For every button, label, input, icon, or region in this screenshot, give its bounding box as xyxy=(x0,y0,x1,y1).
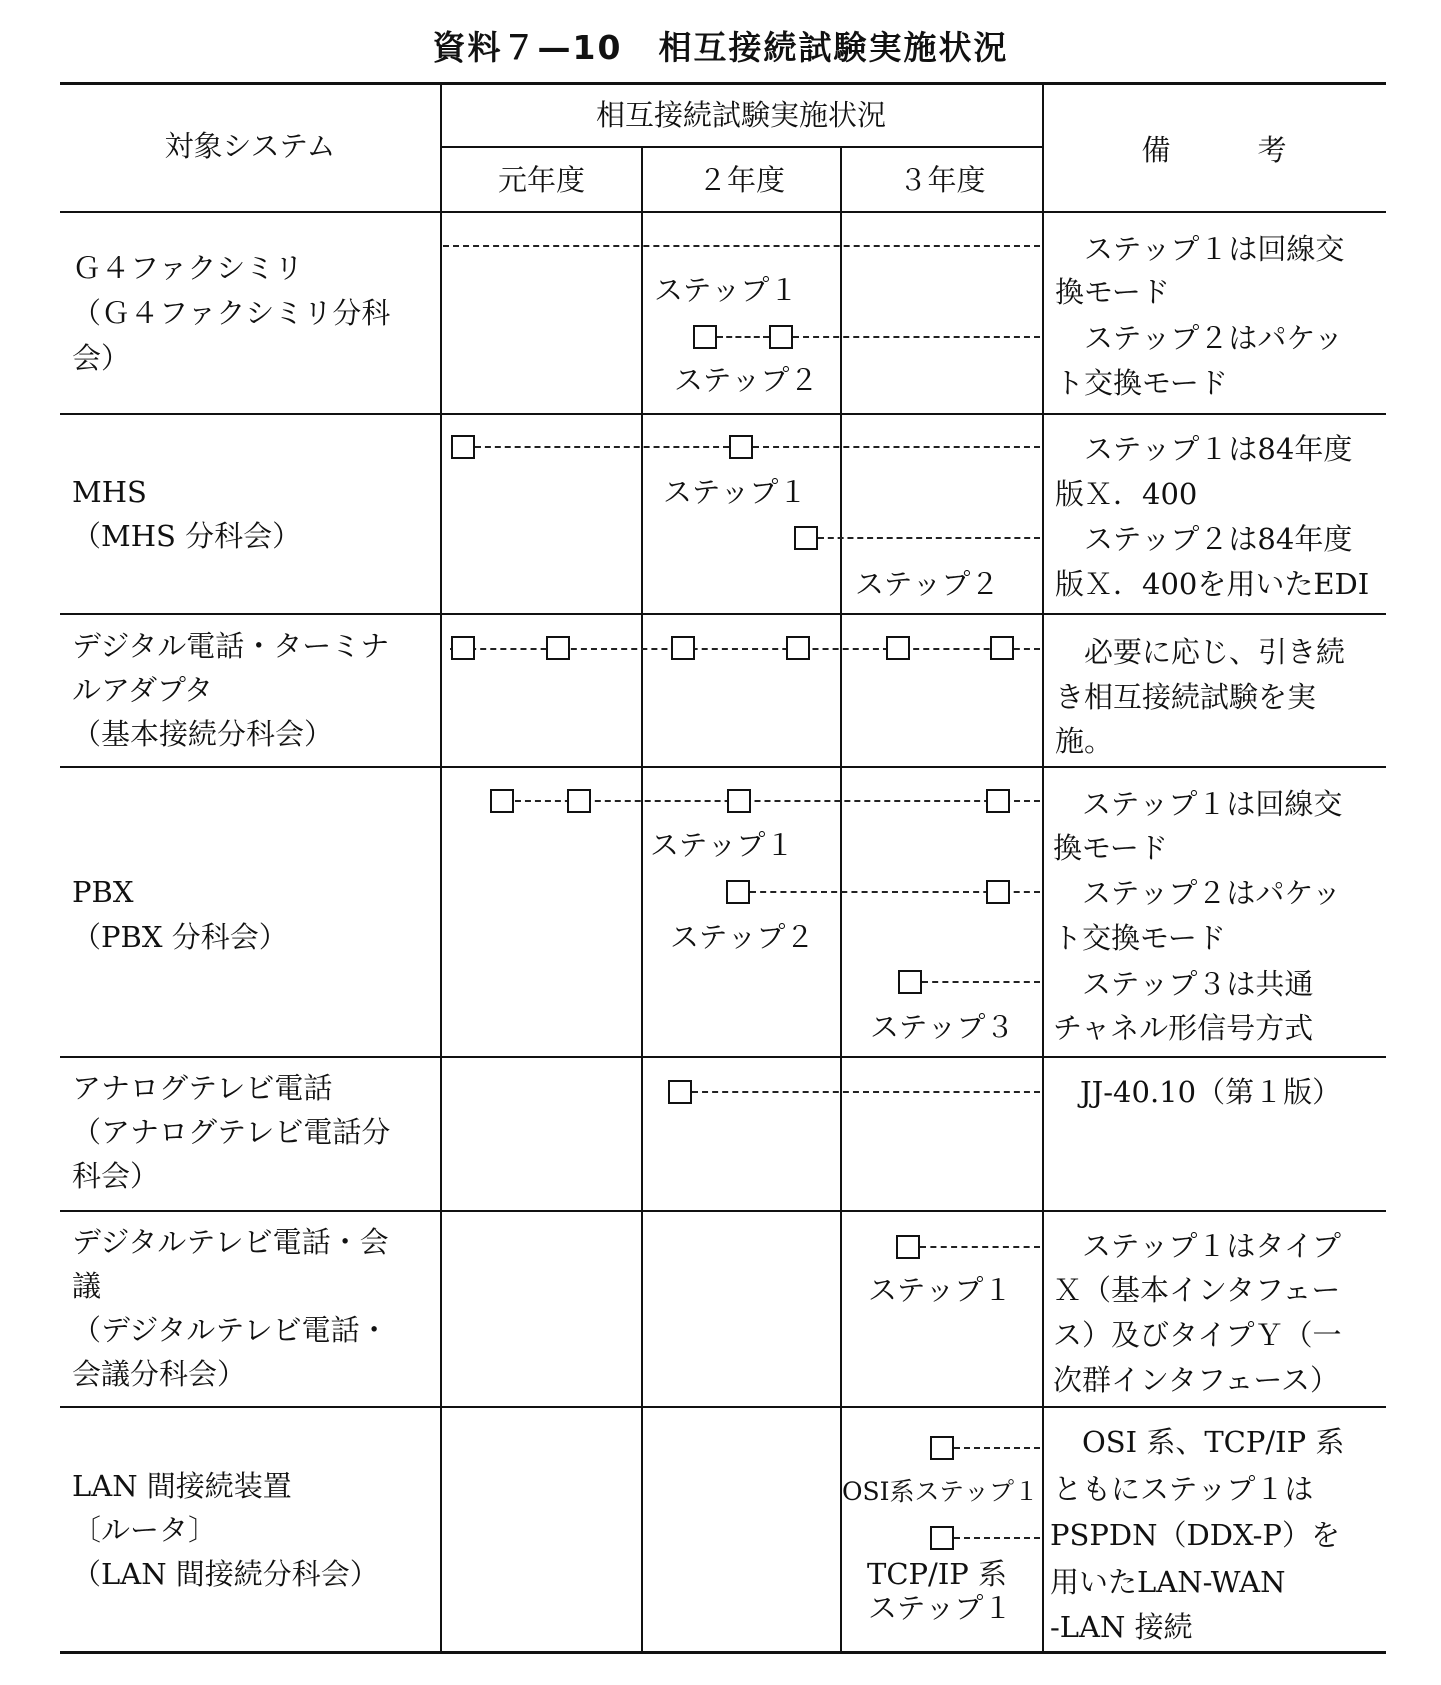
milestone-box xyxy=(986,880,1010,904)
system-line: （Ｇ４ファクシミリ分科 xyxy=(72,296,391,330)
milestone-box xyxy=(898,970,922,994)
milestone-box xyxy=(896,1235,920,1259)
remarks-line: 施。 xyxy=(1055,724,1114,758)
milestone-box xyxy=(693,325,717,349)
header-status: 相互接続試験実施状況 xyxy=(595,98,886,132)
remarks-line: PSPDN（DDX-P）を xyxy=(1050,1518,1340,1552)
step-label: ステップ１ xyxy=(650,828,795,862)
remarks-line: 次群インタフェース） xyxy=(1053,1363,1339,1397)
remarks-line: ともにステップ１は xyxy=(1053,1472,1314,1506)
col-rule-remarks xyxy=(1042,82,1044,1652)
milestone-box xyxy=(886,636,910,660)
system-line: （MHS 分科会） xyxy=(72,519,302,553)
milestone-box xyxy=(786,636,810,660)
row-rule xyxy=(60,613,1386,615)
milestone-box xyxy=(490,789,514,813)
remarks-line: ステップ１は回線交 xyxy=(1055,232,1345,266)
remarks-line: ト交換モード xyxy=(1053,921,1226,955)
system-line: LAN 間接続装置 xyxy=(72,1469,292,1503)
header-system: 対象システム xyxy=(164,129,336,163)
remarks-line: 版Ｘ．400を用いたEDI xyxy=(1055,567,1370,601)
col-rule-system xyxy=(440,82,442,1652)
header-year-1: 元年度 xyxy=(497,163,585,197)
remarks-line: ステップ１はタイプ xyxy=(1053,1229,1341,1263)
system-line: （デジタルテレビ電話・ xyxy=(72,1313,389,1347)
step-label: ステップ１ xyxy=(868,1591,1013,1625)
remarks-line: 用いたLAN-WAN xyxy=(1050,1565,1286,1599)
schedule-dash-line xyxy=(818,537,1040,539)
milestone-box xyxy=(986,789,1010,813)
schedule-dash-line xyxy=(954,1447,1040,1449)
remarks-line: -LAN 接続 xyxy=(1050,1610,1193,1644)
system-line: ルアダプタ xyxy=(72,673,213,707)
remarks-line: ト交換モード xyxy=(1055,366,1228,400)
remarks-line: 版Ｘ．400 xyxy=(1055,477,1198,511)
col-rule-year2 xyxy=(840,146,842,1652)
schedule-dash-line xyxy=(954,1537,1040,1539)
step-label: ステップ２ xyxy=(855,567,1000,601)
step-label: ステップ１ xyxy=(868,1273,1013,1307)
page-title: 資料７—10 相互接続試験実施状況 xyxy=(432,28,1009,67)
remarks-line: チャネル形信号方式 xyxy=(1053,1011,1314,1045)
remarks-line: ステップ２はパケッ xyxy=(1053,876,1341,910)
system-line: MHS xyxy=(72,475,147,509)
milestone-box xyxy=(930,1526,954,1550)
col-rule-year1 xyxy=(641,146,643,1652)
milestone-box xyxy=(769,325,793,349)
system-line: PBX xyxy=(72,875,134,909)
header-year-3: ３年度 xyxy=(898,163,986,197)
remarks-line: き相互接続試験を実 xyxy=(1055,680,1317,714)
step-label: ステップ３ xyxy=(870,1010,1015,1044)
schedule-dash-line xyxy=(922,981,1040,983)
system-line: （PBX 分科会） xyxy=(72,920,288,954)
system-line: （アナログテレビ電話分 xyxy=(72,1115,391,1149)
remarks-line: ステップ１は84年度 xyxy=(1055,432,1353,466)
system-line: 科会） xyxy=(72,1159,160,1193)
header-year-2: ２年度 xyxy=(697,163,785,197)
milestone-box xyxy=(668,1080,692,1104)
system-line: （LAN 間接続分科会） xyxy=(72,1557,379,1591)
system-line: アナログテレビ電話 xyxy=(72,1071,333,1105)
schedule-dash-line xyxy=(443,245,1040,247)
schedule-dash-line xyxy=(793,336,1040,338)
schedule-dash-line xyxy=(753,446,1040,448)
system-line: デジタルテレビ電話・会 xyxy=(72,1225,389,1259)
remarks-line: OSI 系、TCP/IP 系 xyxy=(1053,1425,1345,1459)
schedule-dash-line xyxy=(450,648,1040,650)
system-line: 〔ルータ〕 xyxy=(72,1513,218,1547)
system-line: Ｇ４ファクシミリ xyxy=(72,251,304,285)
milestone-box xyxy=(567,789,591,813)
schedule-dash-line xyxy=(920,1246,1040,1248)
system-line: 議 xyxy=(72,1269,102,1303)
milestone-box xyxy=(671,636,695,660)
step-label: ステップ２ xyxy=(670,920,815,954)
remarks-line: ステップ２はパケッ xyxy=(1055,321,1343,355)
header-split-rule xyxy=(440,146,1044,148)
remarks-line: 必要に応じ、引き続 xyxy=(1055,635,1346,669)
remarks-line: 換モード xyxy=(1053,831,1168,865)
milestone-box xyxy=(451,435,475,459)
system-line: （基本接続分科会） xyxy=(72,717,334,751)
remarks-line: ステップ２は84年度 xyxy=(1055,522,1353,556)
step-label: TCP/IP 系 xyxy=(867,1557,1008,1591)
milestone-box xyxy=(451,636,475,660)
milestone-box xyxy=(794,526,818,550)
system-line: 会議分科会） xyxy=(72,1357,247,1391)
step-label: ステップ２ xyxy=(674,363,819,397)
table-top-rule xyxy=(60,82,1386,85)
milestone-box xyxy=(726,880,750,904)
remarks-line: 換モード xyxy=(1055,275,1170,309)
row-rule xyxy=(60,1406,1386,1408)
system-line: デジタル電話・ターミナ xyxy=(72,629,390,663)
milestone-box xyxy=(727,789,751,813)
row-rule xyxy=(60,413,1386,415)
remarks-line: ス）及びタイプＹ（一 xyxy=(1053,1318,1342,1352)
remarks-line: ステップ３は共通 xyxy=(1053,967,1314,1001)
schedule-dash-line xyxy=(692,1091,1040,1093)
step-label: OSI系ステップ１ xyxy=(842,1477,1039,1506)
schedule-dash-line xyxy=(717,336,769,338)
schedule-dash-line xyxy=(475,446,729,448)
header-remarks: 備 考 xyxy=(1141,133,1287,167)
milestone-box xyxy=(546,636,570,660)
table-bottom-rule xyxy=(60,1651,1386,1654)
row-rule xyxy=(60,1056,1386,1058)
milestone-box xyxy=(990,636,1014,660)
step-label: ステップ１ xyxy=(654,273,799,307)
milestone-box xyxy=(930,1436,954,1460)
remarks-line: ステップ１は回線交 xyxy=(1053,787,1343,821)
row-rule xyxy=(60,766,1386,768)
row-rule xyxy=(60,1210,1386,1212)
system-line: 会） xyxy=(72,341,131,375)
header-bottom-rule xyxy=(60,211,1386,213)
step-label: ステップ１ xyxy=(663,475,808,509)
remarks-line: JJ-40.10（第１版） xyxy=(1080,1075,1342,1109)
milestone-box xyxy=(729,435,753,459)
remarks-line: Ｘ（基本インタフェー xyxy=(1053,1273,1341,1307)
